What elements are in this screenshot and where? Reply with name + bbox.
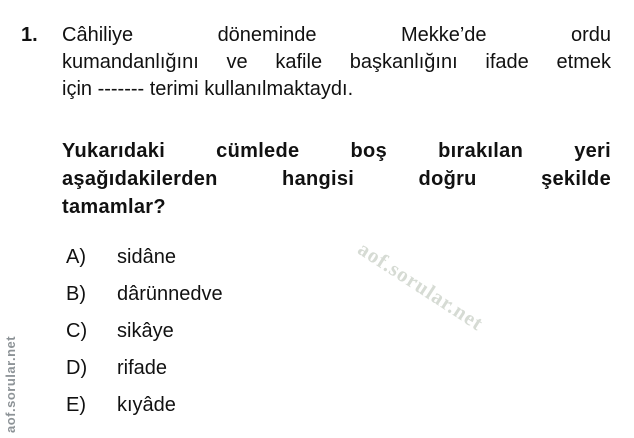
option-b-text: dârünnedve xyxy=(117,283,223,305)
watermark-diagonal: aof.sorular.net xyxy=(353,236,489,336)
option-e[interactable] xyxy=(66,393,466,430)
option-d-letter: D) xyxy=(66,357,88,379)
options-list xyxy=(66,245,466,430)
watermark-left-vertical: aof.sorular.net xyxy=(3,335,18,433)
question-prompt-line-2: aşağıdakilerden hangisi doğru şekilde xyxy=(62,168,611,190)
option-c-text: sikâye xyxy=(117,320,174,342)
question-body xyxy=(62,22,611,103)
option-d[interactable] xyxy=(66,356,466,393)
question-prompt-line-3: tamamlar? xyxy=(62,196,166,218)
option-b-letter: B) xyxy=(66,283,86,305)
option-a-text: sidâne xyxy=(117,246,176,268)
question-prompt xyxy=(62,137,611,221)
question-body-line-3: için ------- terimi kullanılmaktaydı. xyxy=(62,78,354,100)
question-prompt-line-1: Yukarıdaki cümlede boş bırakılan yeri xyxy=(62,140,611,162)
option-e-letter: E) xyxy=(66,394,86,416)
question-body-line-2: kumandanlığını ve kafile başkanlığını ifade etmek xyxy=(62,51,611,73)
option-d-text: rifade xyxy=(117,357,168,379)
option-a[interactable] xyxy=(66,245,466,282)
question-number: 1. xyxy=(21,24,38,46)
question-body-line-1: Câhiliye döneminde Mekke’de ordu xyxy=(62,24,611,46)
option-b[interactable] xyxy=(66,282,466,319)
option-c-letter: C) xyxy=(66,320,88,342)
option-a-letter: A) xyxy=(66,246,86,268)
option-c[interactable] xyxy=(66,319,466,356)
option-e-text: kıyâde xyxy=(117,394,176,416)
